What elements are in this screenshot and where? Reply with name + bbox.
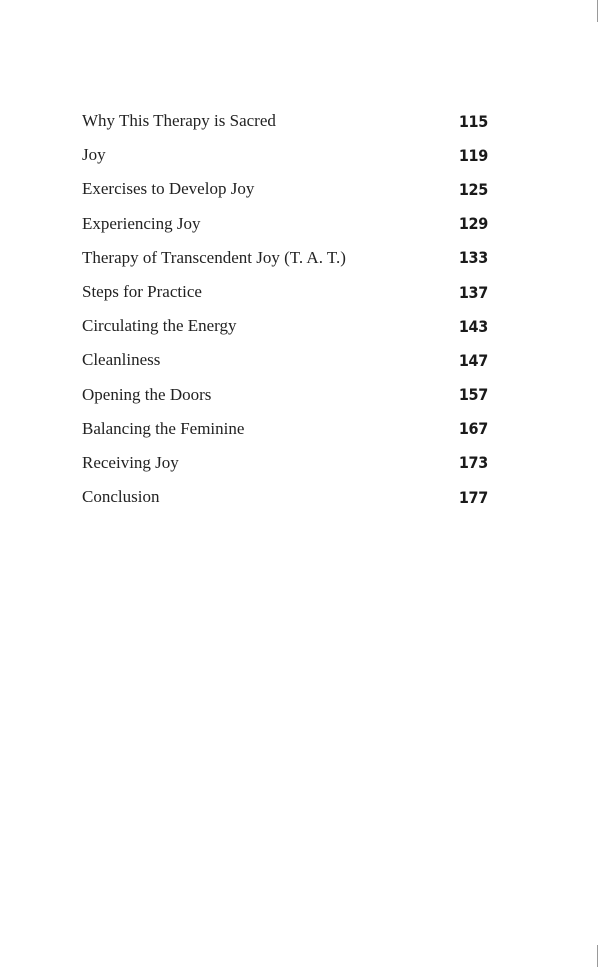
toc-entry bbox=[82, 207, 488, 241]
toc-entry-page: 115 bbox=[458, 111, 488, 131]
toc-entry bbox=[82, 378, 488, 412]
toc-entry-title: Why This Therapy is Sacred bbox=[82, 111, 276, 131]
toc-entry bbox=[82, 480, 488, 514]
toc-entry-title: Therapy of Transcendent Joy (T. A. T.) bbox=[82, 247, 346, 267]
toc-entry-title: Conclusion bbox=[82, 487, 160, 507]
toc-entry-page: 177 bbox=[458, 487, 488, 507]
toc-entry bbox=[82, 309, 488, 343]
toc-entry-page: 147 bbox=[458, 350, 488, 370]
toc-entry bbox=[82, 446, 488, 480]
toc-entry-page: 133 bbox=[458, 248, 488, 268]
toc-entry-title: Exercises to Develop Joy bbox=[82, 179, 255, 199]
toc-entry-title: Balancing the Feminine bbox=[82, 418, 245, 438]
toc-entry bbox=[82, 275, 488, 309]
toc-entry bbox=[82, 104, 488, 138]
toc-entry-page: 129 bbox=[458, 214, 488, 234]
toc-entry-page: 167 bbox=[458, 419, 488, 439]
toc-entry bbox=[82, 343, 488, 377]
toc-entry bbox=[82, 138, 488, 172]
toc-entry bbox=[82, 412, 488, 446]
toc-entry-page: 173 bbox=[458, 453, 488, 473]
toc-entry-title: Cleanliness bbox=[82, 350, 161, 370]
toc-entry-title: Experiencing Joy bbox=[82, 213, 201, 233]
toc-entry-page: 119 bbox=[458, 145, 488, 165]
page-edge-mark-top bbox=[597, 0, 598, 22]
toc-entry-title: Opening the Doors bbox=[82, 384, 212, 404]
toc-entry-page: 125 bbox=[458, 179, 488, 199]
toc-entry bbox=[82, 172, 488, 206]
toc-entry bbox=[82, 241, 488, 275]
toc-entry-title: Circulating the Energy bbox=[82, 316, 237, 336]
toc-entry-page: 137 bbox=[458, 282, 488, 302]
table-of-contents bbox=[82, 104, 488, 514]
toc-entry-title: Steps for Practice bbox=[82, 282, 202, 302]
page-edge-mark-bottom bbox=[597, 945, 598, 967]
toc-entry-title: Receiving Joy bbox=[82, 452, 179, 472]
toc-entry-page: 157 bbox=[458, 385, 488, 405]
toc-entry-title: Joy bbox=[82, 145, 106, 165]
toc-entry-page: 143 bbox=[458, 316, 488, 336]
